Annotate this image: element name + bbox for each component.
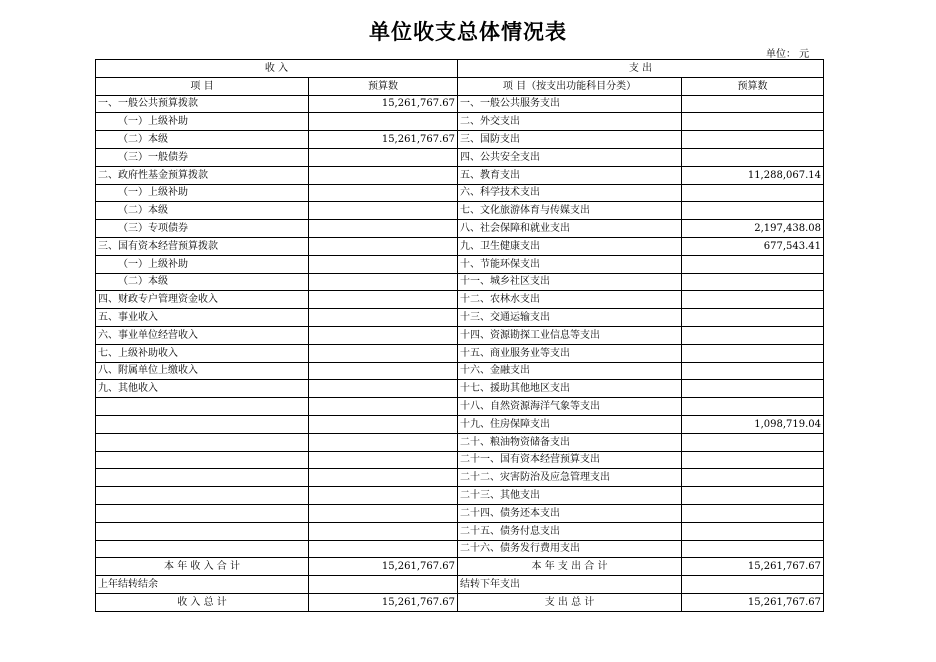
income-item-cell: （三）一般债券 [96, 148, 309, 166]
income-item-cell [96, 433, 309, 451]
income-item-cell: （二）本级 [96, 202, 309, 220]
expense-value-cell [682, 113, 824, 131]
income-item-cell: （一）上级补助 [96, 255, 309, 273]
table-row [96, 415, 824, 433]
income-item-cell: （二）本级 [96, 131, 309, 149]
expense-value-cell [682, 148, 824, 166]
table-row [96, 362, 824, 380]
income-budget-header: 预算数 [309, 77, 458, 95]
income-item-cell [96, 451, 309, 469]
income-value-cell [309, 184, 458, 202]
income-item-cell [96, 398, 309, 416]
income-item-cell [96, 487, 309, 505]
total-income-label: 本 年 收 入 合 计 [96, 558, 309, 576]
expense-item-cell: 十八、自然资源海洋气象等支出 [458, 398, 682, 416]
expense-item-cell: 九、卫生健康支出 [458, 237, 682, 255]
total-income-label: 上年结转结余 [96, 576, 309, 594]
income-value-cell [309, 487, 458, 505]
income-value-cell [309, 504, 458, 522]
expense-item-cell: 十九、住房保障支出 [458, 415, 682, 433]
total-income-value: 15,261,767.67 [309, 593, 458, 611]
table-row [96, 326, 824, 344]
table-row [96, 113, 824, 131]
table-row [96, 220, 824, 238]
income-item-cell: （二）本级 [96, 273, 309, 291]
income-item-cell: （三）专项债券 [96, 220, 309, 238]
income-item-cell: 七、上级补助收入 [96, 344, 309, 362]
total-row [96, 576, 824, 594]
income-value-cell [309, 469, 458, 487]
expense-item-cell: 十二、农林水支出 [458, 291, 682, 309]
expense-item-cell: 二十三、其他支出 [458, 487, 682, 505]
table-row [96, 255, 824, 273]
expense-item-cell: 十三、交通运输支出 [458, 309, 682, 327]
income-value-cell [309, 344, 458, 362]
total-expense-label: 本 年 支 出 合 计 [458, 558, 682, 576]
table-row [96, 166, 824, 184]
income-value-cell: 15,261,767.67 [309, 131, 458, 149]
expense-value-cell [682, 469, 824, 487]
expense-budget-header: 预算数 [682, 77, 824, 95]
expense-item-cell: 十、节能环保支出 [458, 255, 682, 273]
total-expense-value [682, 576, 824, 594]
income-value-cell [309, 237, 458, 255]
expense-item-cell: 五、教育支出 [458, 166, 682, 184]
expense-item-cell: 十六、金融支出 [458, 362, 682, 380]
expense-value-cell [682, 131, 824, 149]
expense-value-cell [682, 202, 824, 220]
income-item-cell: 二、政府性基金预算拨款 [96, 166, 309, 184]
income-value-cell [309, 451, 458, 469]
expense-value-cell: 677,543.41 [682, 237, 824, 255]
table-row [96, 184, 824, 202]
expense-value-cell [682, 291, 824, 309]
total-row [96, 593, 824, 611]
income-value-cell [309, 540, 458, 558]
income-value-cell [309, 220, 458, 238]
expense-item-cell: 二、外交支出 [458, 113, 682, 131]
income-item-cell: （一）上级补助 [96, 113, 309, 131]
income-item-cell: 一、一般公共预算拨款 [96, 95, 309, 113]
expense-item-cell: 十七、援助其他地区支出 [458, 380, 682, 398]
expense-value-cell [682, 380, 824, 398]
table-row [96, 469, 824, 487]
income-header: 收 入 [96, 60, 458, 78]
budget-table [95, 59, 824, 612]
total-expense-value: 15,261,767.67 [682, 593, 824, 611]
expense-item-header: 项 目（按支出功能科目分类） [458, 77, 682, 95]
expense-item-cell: 二十二、灾害防治及应急管理支出 [458, 469, 682, 487]
table-row [96, 309, 824, 327]
expense-item-cell: 二十、粮油物资储备支出 [458, 433, 682, 451]
income-value-cell [309, 398, 458, 416]
income-value-cell [309, 380, 458, 398]
income-value-cell [309, 522, 458, 540]
income-value-cell [309, 362, 458, 380]
expense-value-cell [682, 398, 824, 416]
total-income-value: 15,261,767.67 [309, 558, 458, 576]
expense-value-cell: 11,288,067.14 [682, 166, 824, 184]
expense-item-cell: 八、社会保障和就业支出 [458, 220, 682, 238]
income-value-cell [309, 326, 458, 344]
table-row [96, 291, 824, 309]
expense-header: 支 出 [458, 60, 824, 78]
expense-value-cell [682, 255, 824, 273]
expense-item-cell: 七、文化旅游体育与传媒支出 [458, 202, 682, 220]
expense-value-cell [682, 95, 824, 113]
expense-item-cell: 六、科学技术支出 [458, 184, 682, 202]
expense-item-cell: 二十六、债务发行费用支出 [458, 540, 682, 558]
table-row [96, 487, 824, 505]
income-value-cell [309, 433, 458, 451]
expense-value-cell: 2,197,438.08 [682, 220, 824, 238]
income-value-cell [309, 415, 458, 433]
expense-value-cell [682, 433, 824, 451]
income-value-cell [309, 148, 458, 166]
income-item-cell [96, 504, 309, 522]
page-title: 单位收支总体情况表 [369, 20, 567, 44]
table-row [96, 202, 824, 220]
total-income-label: 收 入 总 计 [96, 593, 309, 611]
expense-value-cell [682, 487, 824, 505]
table-row [96, 95, 824, 113]
total-row [96, 558, 824, 576]
expense-value-cell [682, 504, 824, 522]
expense-value-cell [682, 184, 824, 202]
expense-item-cell: 四、公共安全支出 [458, 148, 682, 166]
income-item-cell: 四、财政专户管理资金收入 [96, 291, 309, 309]
unit-label: 单位： 元 [766, 49, 810, 60]
income-item-cell: 九、其他收入 [96, 380, 309, 398]
expense-value-cell [682, 451, 824, 469]
total-income-value [309, 576, 458, 594]
income-item-header: 项 目 [96, 77, 309, 95]
income-value-cell: 15,261,767.67 [309, 95, 458, 113]
expense-value-cell [682, 273, 824, 291]
expense-item-cell: 二十五、债务付息支出 [458, 522, 682, 540]
income-value-cell [309, 273, 458, 291]
income-value-cell [309, 202, 458, 220]
table-row [96, 131, 824, 149]
expense-value-cell [682, 344, 824, 362]
income-item-cell: 六、事业单位经营收入 [96, 326, 309, 344]
expense-value-cell [682, 326, 824, 344]
total-expense-label: 支 出 总 计 [458, 593, 682, 611]
expense-item-cell: 二十四、债务还本支出 [458, 504, 682, 522]
expense-value-cell [682, 309, 824, 327]
income-value-cell [309, 291, 458, 309]
expense-item-cell: 十一、城乡社区支出 [458, 273, 682, 291]
table-row [96, 344, 824, 362]
total-expense-label: 结转下年支出 [458, 576, 682, 594]
table-row [96, 504, 824, 522]
income-item-cell [96, 469, 309, 487]
income-value-cell [309, 255, 458, 273]
income-item-cell [96, 522, 309, 540]
income-item-cell: 八、附属单位上缴收入 [96, 362, 309, 380]
table-row [96, 398, 824, 416]
expense-value-cell: 1,098,719.04 [682, 415, 824, 433]
header-row-sub [96, 77, 824, 95]
income-item-cell: 五、事业收入 [96, 309, 309, 327]
table-row [96, 273, 824, 291]
income-item-cell: （一）上级补助 [96, 184, 309, 202]
expense-item-cell: 一、一般公共服务支出 [458, 95, 682, 113]
table-row [96, 148, 824, 166]
table-row [96, 380, 824, 398]
expense-item-cell: 二十一、国有资本经营预算支出 [458, 451, 682, 469]
header-row-main [96, 60, 824, 78]
income-item-cell [96, 540, 309, 558]
income-value-cell [309, 309, 458, 327]
table-row [96, 540, 824, 558]
expense-value-cell [682, 540, 824, 558]
expense-value-cell [682, 362, 824, 380]
expense-value-cell [682, 522, 824, 540]
total-expense-value: 15,261,767.67 [682, 558, 824, 576]
income-value-cell [309, 166, 458, 184]
income-item-cell [96, 415, 309, 433]
table-row [96, 451, 824, 469]
table-row [96, 237, 824, 255]
expense-item-cell: 三、国防支出 [458, 131, 682, 149]
expense-item-cell: 十五、商业服务业等支出 [458, 344, 682, 362]
income-item-cell: 三、国有资本经营预算拨款 [96, 237, 309, 255]
income-value-cell [309, 113, 458, 131]
table-row [96, 433, 824, 451]
expense-item-cell: 十四、资源勘探工业信息等支出 [458, 326, 682, 344]
table-row [96, 522, 824, 540]
